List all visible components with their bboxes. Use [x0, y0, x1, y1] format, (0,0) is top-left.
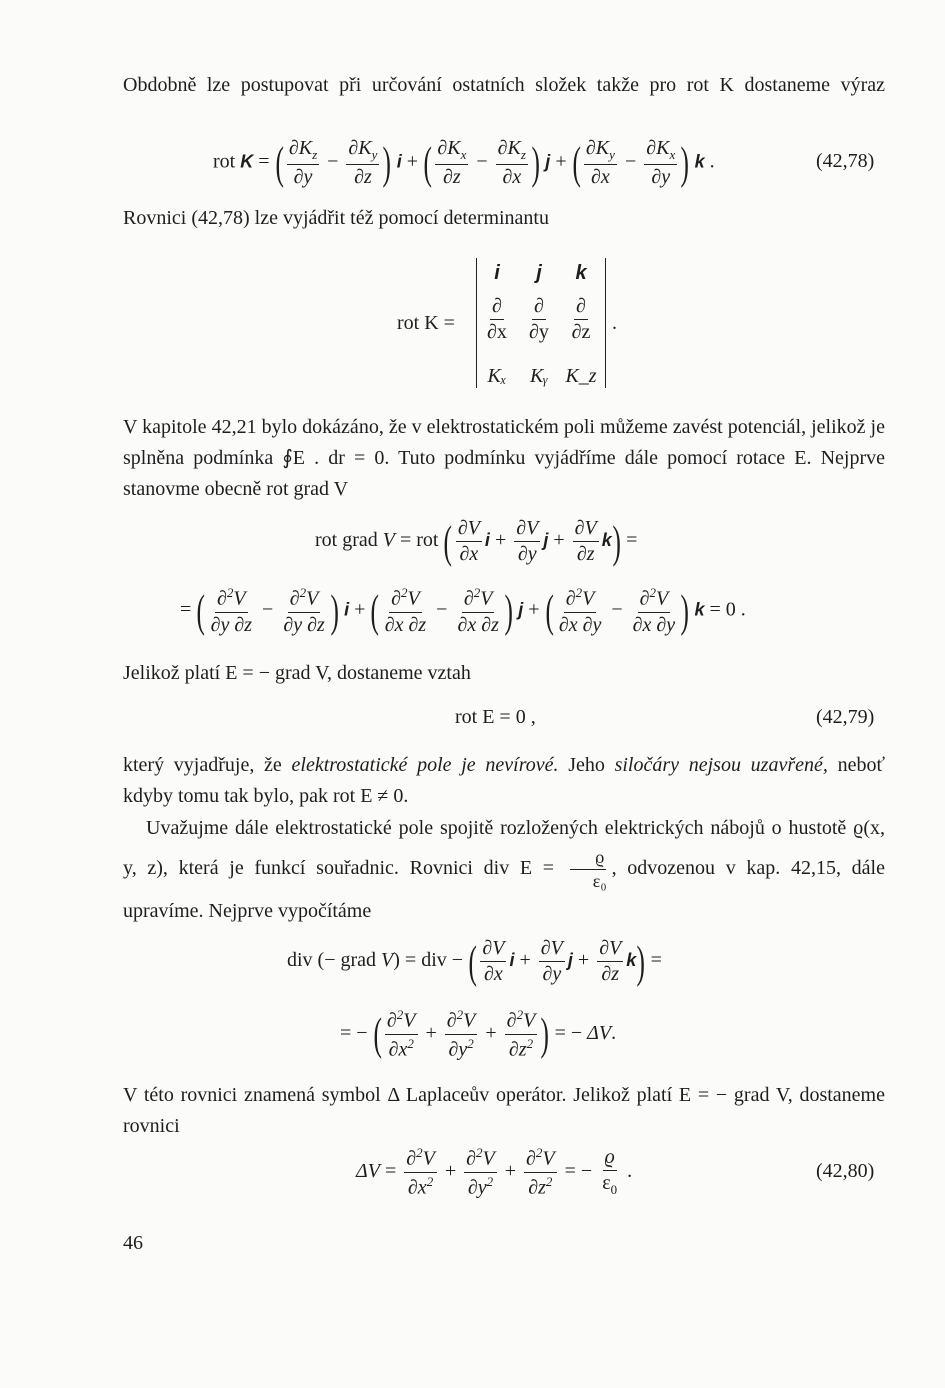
equation-rot-grad-2: = ( $\frac{\partial^2V}{\partial y \partial z}$ − $\frac{\partial^2V}{\partial y \partial z}$ ) i + ( $\frac{\partial^2V}{\partial x \partial z}$ − $\frac{\partial^2V}{\partial x \partial z}$ ) j + ( $\frac{\partial^2V}{\partial x \partial y}$ − $\frac{\partial^2V}{\partial x \partial y}$ ) k = 0 .	[180, 584, 746, 636]
paragraph-1: Obdobně lze postupovat při určování ostatních složek takže pro rot K dostaneme výraz	[123, 74, 885, 96]
paragraph-7: V této rovnici znamená symbol Δ Laplaceův operátor. Jelikož platí E = − grad V, dostaneme rovnici	[123, 1084, 885, 1137]
paragraph-4: Jelikož platí E = − grad V, dostaneme vztah	[123, 662, 471, 684]
p6-part-a: Uvažujme dále elektrostatické pole spojitě rozložených elektrických nábojů o hustotě ϱ(x, y, z), která je funkcí souřadnic. Rovnici div E =	[123, 817, 885, 879]
p5-part-c: Jeho	[558, 754, 615, 776]
equation-div-grad-1: div (− grad V) = div − ( $\frac{\partial V}{\partial x}$ i + $\frac{\partial V}{\partial y}$ j + $\frac{\partial V}{\partial z}$ k) =	[287, 935, 662, 987]
p6-part-b: , odvozenou v kap. 42,15, dále upravíme. Nejprve vypočítáme	[123, 857, 885, 922]
equation-label-42-80: (42,80)	[816, 1160, 875, 1182]
det-Kx: Kₓ	[487, 365, 507, 387]
equation-42-80: ΔV = $\frac{\partial^2V}{\partial x^2}$ + $\frac{\partial^2V}{\partial y^2}$ + $\frac{\partial^2V}{\partial z^2}$ = − $\frac{ϱ}{\varepsilon_0}$ .	[356, 1145, 633, 1199]
det-Ky: Kᵧ	[530, 365, 548, 387]
equation-rot-grad-1: rot grad V = rot ( $\frac{\partial V}{\partial x}$ i + $\frac{\partial V}{\partial y}$ j + $\frac{\partial V}{\partial z}$ k) =	[315, 515, 638, 567]
paragraph-6	[123, 808, 885, 931]
equation-div-grad-2: = − ( $\frac{\partial^2V}{\partial x^2}$ + $\frac{\partial^2V}{\partial y^2}$ + $\frac{\partial^2V}{\partial z^2}$ ) = − ΔV.	[340, 1007, 617, 1061]
det-dx: $\frac{\partial}{\partial x}$	[487, 295, 507, 343]
determinant-end-dot: .	[612, 312, 617, 334]
determinant-prefix: rot K =	[397, 312, 455, 334]
p5-part-a: který vyjadřuje, že	[123, 754, 292, 776]
page-number: 46	[123, 1232, 143, 1254]
det-Kz: K_z	[565, 365, 597, 387]
det-j: j	[536, 262, 542, 284]
paragraph-3: V kapitole 42,21 bylo dokázáno, že v elektrostatickém poli můžeme zavést potenciál, jelikož je splněna podmínka ∮E . dr = 0. Tuto podmínku vyjádříme dále pomocí rotace E. Nejprve stanovme obecně rot grad V	[123, 416, 885, 500]
equation-42-78: rot K = ( $\frac{\partial K_z}{\partial y}$ − $\frac{\partial K_y}{\partial z}$ ) i + ( $\frac{\partial K_x}{\partial z}$ − $\frac{\partial K_z}{\partial x}$ ) j + ( $\frac{\partial K_y}{\partial x}$ − $\frac{\partial K_x}{\partial y}$ ) k .	[213, 136, 715, 188]
det-dy: $\frac{\partial}{\partial y}$	[529, 295, 549, 343]
equation-42-79: rot E = 0 ,	[455, 706, 536, 728]
p5-italic-2: siločáry nejsou uzavřené,	[614, 754, 828, 776]
equation-label-42-78: (42,78)	[816, 150, 875, 172]
p5-part-e: neboť kdyby tomu tak bylo, pak rot E ≠ 0.	[123, 754, 886, 807]
equation-label-42-79: (42,79)	[816, 706, 875, 728]
p5-italic-1: elektrostatické pole je nevírové.	[291, 754, 559, 776]
p6-fraction: $\frac{ϱ}{\text{ε₀}}$	[568, 848, 609, 891]
paragraph-2: Rovnici (42,78) lze vyjádřit též pomocí determinantu	[123, 207, 549, 229]
paragraph-5	[123, 750, 885, 812]
det-i: i	[494, 262, 500, 284]
determinant-right-bar	[605, 258, 606, 388]
det-k: k	[575, 262, 587, 284]
det-dz: $\frac{\partial}{\partial z}$	[571, 295, 591, 343]
